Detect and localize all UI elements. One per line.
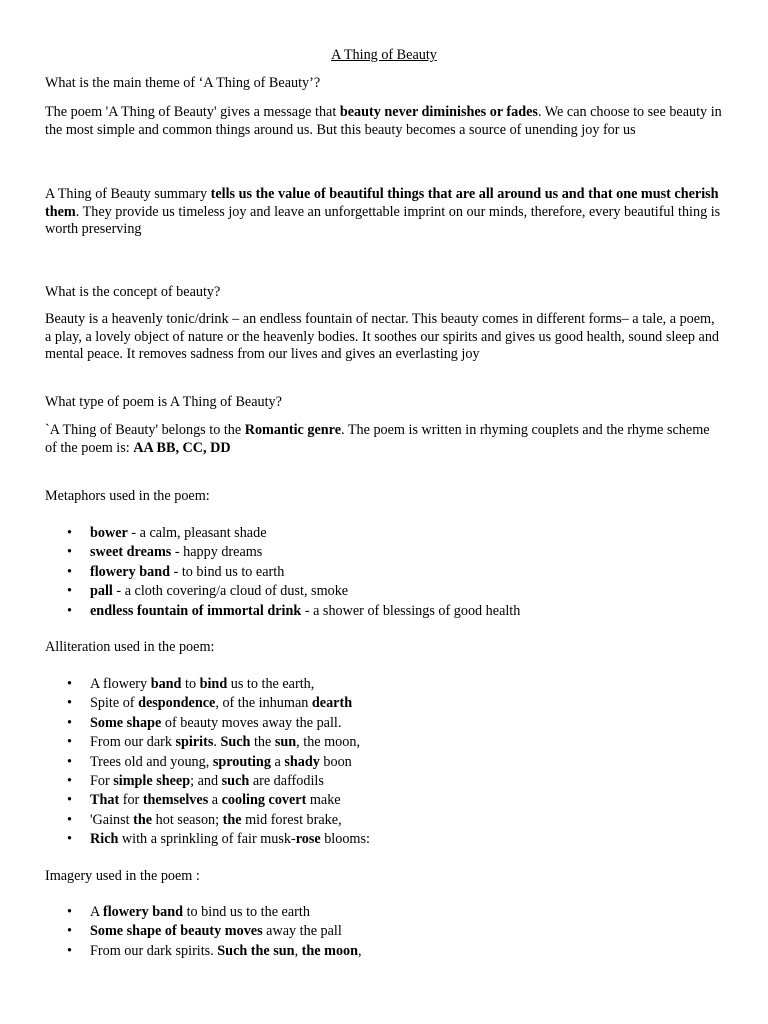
text-run: mid forest brake, bbox=[241, 811, 342, 828]
list-item bbox=[45, 563, 723, 582]
bold-text: bower bbox=[90, 525, 128, 541]
text-run: . bbox=[213, 734, 221, 751]
text-run: . The poem is written in rhyming couplets and the rhyme scheme of the poem is: bbox=[45, 422, 710, 456]
text-run: 'Gainst bbox=[90, 811, 134, 828]
bullet-icon: • bbox=[67, 811, 72, 828]
text-run: boon bbox=[319, 753, 352, 770]
text-run: a bbox=[270, 753, 285, 770]
bold-text: rose bbox=[295, 831, 321, 848]
text-run: - to bind us to earth bbox=[170, 563, 285, 580]
list-item bbox=[45, 582, 723, 601]
text-run: - a calm, pleasant shade bbox=[127, 525, 267, 541]
text-run: From our dark bbox=[90, 734, 176, 751]
text-run: , the moon, bbox=[296, 734, 361, 751]
text-run: , bbox=[294, 942, 302, 959]
text-run: Trees old and young, bbox=[90, 753, 213, 770]
list-item bbox=[45, 753, 723, 772]
bullet-icon: • bbox=[67, 831, 72, 848]
bold-text: the bbox=[222, 811, 242, 828]
text-run: - a cloth covering/a cloud of dust, smoke bbox=[112, 583, 349, 600]
bold-text: That bbox=[90, 792, 120, 809]
text-run: make bbox=[306, 792, 341, 809]
bold-text: pall bbox=[90, 583, 113, 600]
bullet-icon: • bbox=[67, 602, 72, 619]
bold-text: themselves bbox=[142, 792, 209, 809]
bold-text: the moon bbox=[301, 942, 359, 959]
list-item bbox=[45, 675, 723, 694]
text-run: hot season; bbox=[152, 811, 223, 828]
text-run: are daffodils bbox=[249, 772, 324, 789]
text-run: A flowery bbox=[90, 676, 151, 692]
paragraph-summary bbox=[45, 186, 723, 239]
bullet-icon: • bbox=[67, 714, 72, 731]
bullet-icon: • bbox=[67, 942, 72, 959]
metaphors-list bbox=[45, 524, 723, 621]
bullet-icon: • bbox=[67, 563, 72, 580]
text-run: , of the inhuman bbox=[215, 695, 312, 712]
text-run: with a sprinkling of fair musk- bbox=[118, 831, 296, 848]
bullet-icon: • bbox=[67, 525, 72, 541]
bullet-icon: • bbox=[67, 792, 72, 809]
list-item bbox=[45, 903, 723, 922]
bold-text: band bbox=[150, 676, 182, 692]
bold-text: simple sheep bbox=[113, 772, 191, 789]
list-item bbox=[45, 791, 723, 810]
text-run: Spite of bbox=[90, 695, 139, 712]
bold-text: Romantic genre bbox=[244, 422, 341, 438]
text-run: away the pall bbox=[262, 923, 342, 940]
list-item bbox=[45, 942, 723, 961]
document-title: A Thing of Beauty bbox=[331, 47, 437, 63]
text-run: blooms: bbox=[320, 831, 370, 848]
bullet-icon: • bbox=[67, 734, 72, 751]
list-item bbox=[45, 543, 723, 562]
list-item bbox=[45, 772, 723, 791]
bold-text: tells us the value of beautiful things that are all around us and that one must cherish them bbox=[45, 186, 719, 220]
heading-alliteration: Alliteration used in the poem: bbox=[45, 639, 215, 655]
bullet-icon: • bbox=[67, 583, 72, 600]
bold-text: dearth bbox=[311, 695, 353, 712]
bullet-icon: • bbox=[67, 923, 72, 940]
question-poem-type: What type of poem is A Thing of Beauty? bbox=[45, 394, 282, 410]
text-run: us to the earth, bbox=[227, 676, 315, 692]
bullet-icon: • bbox=[67, 544, 72, 561]
bold-text: flowery band bbox=[103, 904, 184, 920]
text-run: For bbox=[90, 772, 114, 789]
bold-text: flowery band bbox=[90, 563, 171, 580]
text-run: From our dark spirits. bbox=[90, 942, 218, 959]
answer-poem-type bbox=[45, 422, 723, 457]
bullet-icon: • bbox=[67, 695, 72, 712]
text-run: ; and bbox=[190, 772, 222, 789]
bullet-icon: • bbox=[67, 772, 72, 789]
bold-text: endless fountain of immortal drink bbox=[90, 602, 302, 619]
bold-text: cooling covert bbox=[221, 792, 307, 809]
text-run: , bbox=[358, 942, 362, 959]
bold-text: shady bbox=[284, 753, 320, 770]
text-run: A Thing of Beauty summary bbox=[45, 186, 211, 202]
list-item bbox=[45, 733, 723, 752]
question-main-theme: What is the main theme of ‘A Thing of Beauty’? bbox=[45, 75, 321, 91]
text-run: for bbox=[119, 792, 143, 809]
text-run: A bbox=[90, 904, 104, 920]
list-item bbox=[45, 524, 723, 543]
text-run: . They provide us timeless joy and leave an unforgettable imprint on our minds, therefore, every beautiful thing is worth preserving bbox=[45, 203, 721, 237]
question-concept: What is the concept of beauty? bbox=[45, 284, 221, 300]
text-run: a bbox=[208, 792, 222, 809]
text-run: to bbox=[181, 676, 200, 692]
bold-text: beauty never diminishes or fades bbox=[339, 104, 538, 120]
bold-text: sweet dreams bbox=[90, 544, 172, 561]
imagery-list bbox=[45, 903, 723, 961]
bold-text: bind bbox=[199, 676, 228, 692]
list-item bbox=[45, 922, 723, 941]
answer-main-theme bbox=[45, 104, 723, 139]
bold-text: despondence bbox=[138, 695, 216, 712]
text-run: . We can choose to see beauty in the most simple and common things around us. But this beauty becomes a source of unending joy for us bbox=[45, 104, 722, 138]
text-run: The poem 'A Thing of Beauty' gives a message that bbox=[45, 104, 340, 120]
bullet-icon: • bbox=[67, 904, 72, 920]
text-run: `A Thing of Beauty' belongs to the bbox=[45, 422, 245, 438]
bold-text: AA BB, CC, DD bbox=[133, 439, 231, 456]
bold-text: Such bbox=[220, 734, 251, 751]
bold-text: the bbox=[133, 811, 153, 828]
text-run: Beauty is a heavenly tonic/drink – an endless fountain of nectar. This beauty comes in different forms– a tale, a poem, a play, a lovely object of nature or the heavenly bodies. It soothes our spirits and gives us good health, sound sleep and mental peace. It removes sadness from our lives and gives an everlasting joy bbox=[45, 311, 720, 362]
text-run: - a shower of blessings of good health bbox=[301, 602, 521, 619]
bullet-icon: • bbox=[67, 676, 72, 692]
list-item bbox=[45, 811, 723, 830]
text-run: of beauty moves away the pall. bbox=[161, 714, 342, 731]
list-item bbox=[45, 714, 723, 733]
bold-text: Some shape bbox=[90, 714, 162, 731]
list-item bbox=[45, 830, 723, 849]
bold-text: Rich bbox=[90, 831, 119, 848]
bold-text: such bbox=[221, 772, 250, 789]
list-item bbox=[45, 602, 723, 621]
text-run: the bbox=[250, 734, 275, 751]
heading-imagery: Imagery used in the poem : bbox=[45, 868, 200, 884]
bullet-icon: • bbox=[67, 753, 72, 770]
bold-text: spirits bbox=[175, 734, 214, 751]
list-item bbox=[45, 694, 723, 713]
text-run: to bind us to the earth bbox=[183, 904, 310, 920]
text-run: - happy dreams bbox=[171, 544, 263, 561]
answer-concept bbox=[45, 311, 723, 364]
alliteration-list bbox=[45, 675, 723, 850]
bold-text: Some shape of beauty moves bbox=[90, 923, 263, 940]
heading-metaphors: Metaphors used in the poem: bbox=[45, 488, 210, 504]
bold-text: sun bbox=[274, 734, 297, 751]
bold-text: sprouting bbox=[212, 753, 271, 770]
bold-text: Such the sun bbox=[217, 942, 295, 959]
